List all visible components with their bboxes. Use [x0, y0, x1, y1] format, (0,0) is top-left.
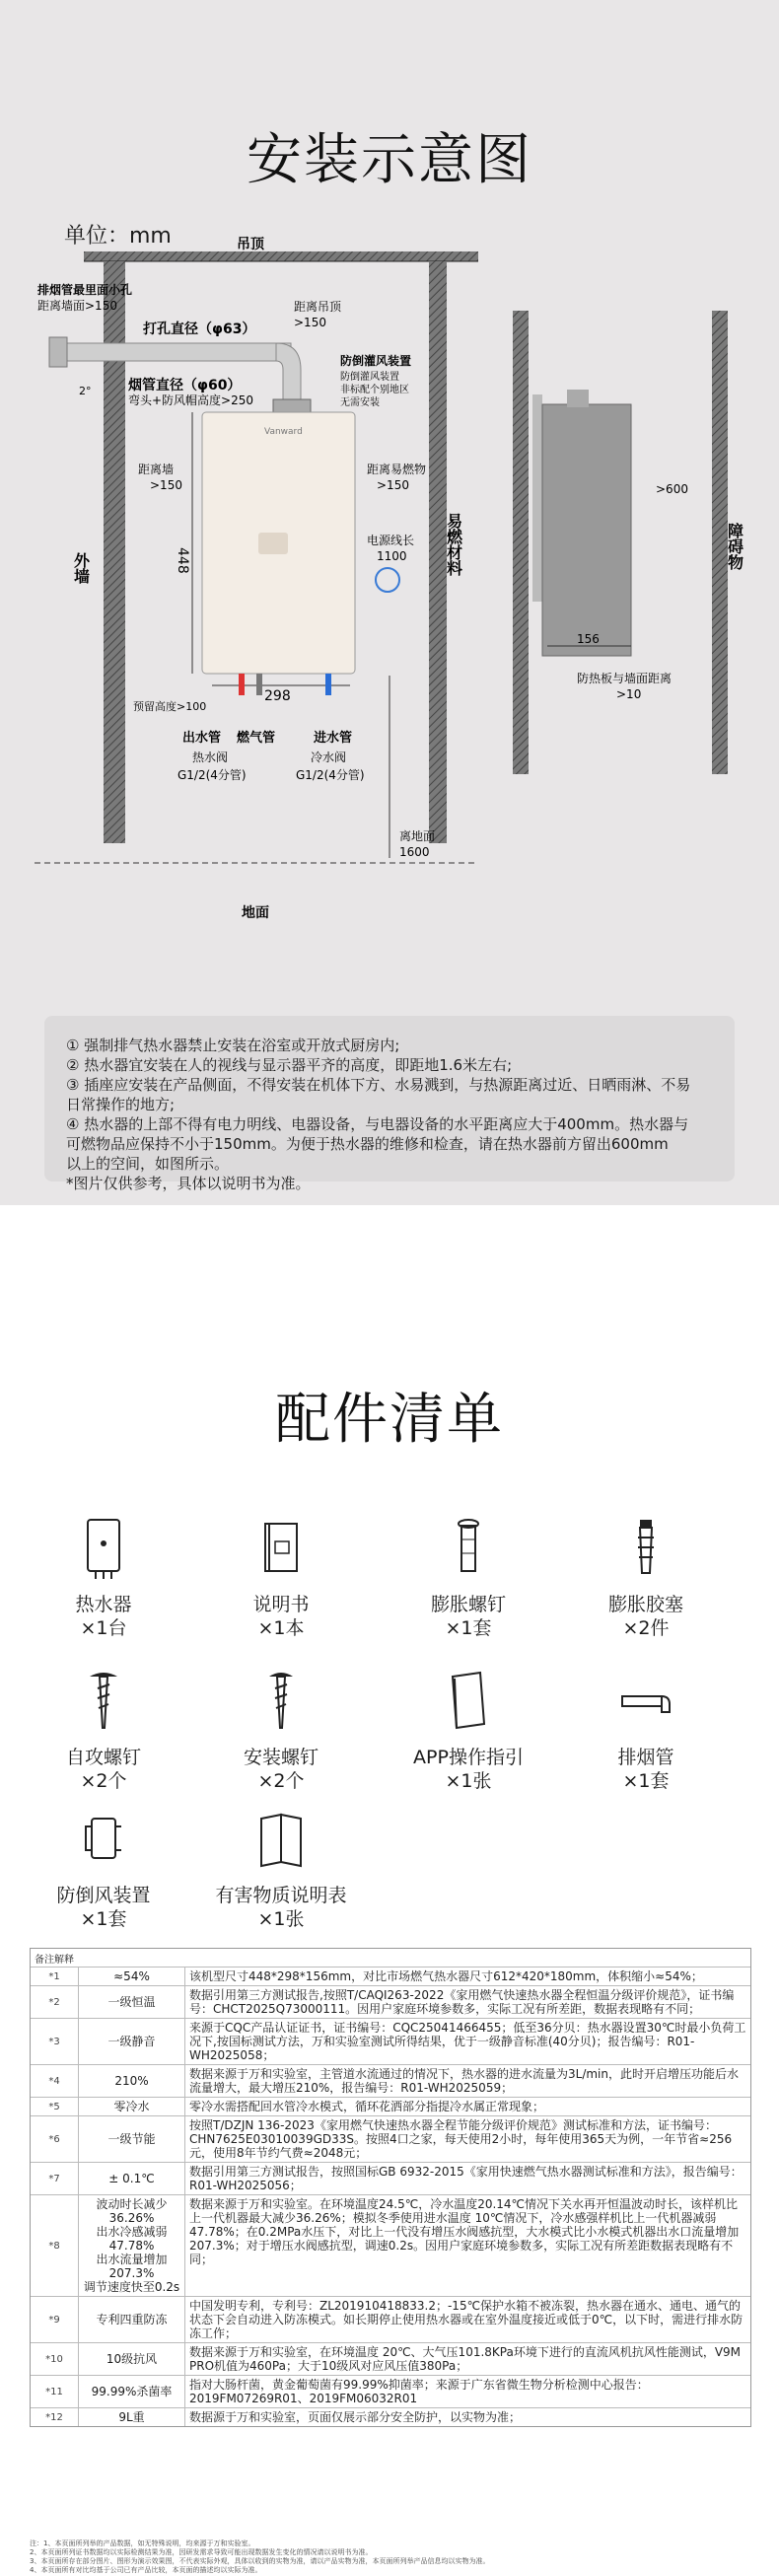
spec-row-number: *9 — [31, 2297, 79, 2342]
install-diagram — [0, 227, 779, 976]
footnote-line: 3、本页面所存在部分图片、图形为演示效果图，不代表实际外观，具体以收到的实物为准，请以产品实物为准，本页面所列举产品信息均以实物为准。 — [30, 2557, 490, 2565]
flammable-label: 易燃材料 — [444, 513, 463, 576]
spec-row-value: ± 0.1℃ — [79, 2163, 185, 2194]
spec-row-value: 10级抗风 — [79, 2343, 185, 2375]
accessory-name: 排烟管 — [617, 1747, 674, 1768]
expansion-plug-icon — [618, 1514, 673, 1583]
accessory-qty: ×1张 — [257, 1908, 305, 1930]
spec-row — [31, 2376, 750, 2408]
wind-device-sub1: 防倒灌风装置 — [340, 372, 399, 383]
accessory-name: 自攻螺钉 — [65, 1747, 141, 1768]
spec-row-description: 数据源于万和实验室，页面仅展示部分安全防护，以实物为准； — [189, 2410, 522, 2424]
footnotes — [30, 2540, 749, 2575]
spec-row-description: 中国发明专利，专利号：ZL201910418833.2；-15℃保护水箱不被冻裂，热水器在通水、通电、通气的状态下会自动进入防冻模式。如长期停止使用热水器或在室外温度接近或低于0℃，以下时，需进行排水防冻工作； — [189, 2299, 744, 2340]
spec-row-description: 按照T/DZJN 136-2023《家用燃气快速热水器全程节能分级评价规范》测试标准和方法，证书编号：CHN7625E03010039GD33S。按照4口之家，每天使用2小时，每年使用365天为例，一年节省≈256元，使用8年节约气费≈2048元； — [189, 2118, 733, 2160]
app-guide-icon — [441, 1667, 496, 1736]
accessory-name: 膨胀胶塞 — [607, 1594, 683, 1615]
accessories-title: 配件清单 — [275, 1388, 504, 1452]
ceiling-bar — [84, 251, 478, 261]
spec-row — [31, 2195, 750, 2297]
spec-row — [31, 2408, 750, 2426]
reserve-label: 预留高度>100 — [133, 700, 207, 713]
spec-row-description: 数据引用第三方测试报告，按照国标GB 6932-2015《家用快速燃气热水器测试标准和方法》，报告编号：R01-WH2025056； — [189, 2165, 743, 2192]
note-line: ② 热水器宜安装在人的视线与显示器平齐的高度，即距地1.6米左右; — [66, 1056, 513, 1074]
install-title: 安装示意图 — [247, 128, 532, 192]
install-section — [0, 0, 779, 1205]
spec-table — [30, 1948, 751, 2427]
spec-row-description: 数据来源于万和实验室，在环境温度 20℃、大气压101.8KPa环境下进行的直流风机抗风性能测试，V9M PRO机值为460Pa；大于10级风对应风压值380Pa； — [189, 2345, 742, 2373]
obstacle-label: 障碍物 — [725, 523, 744, 570]
inlet-label: 进水管 — [314, 731, 353, 746]
spec-row — [31, 2297, 750, 2343]
cable-label: 电源线长 — [367, 534, 415, 547]
ceiling-dist-value: >150 — [294, 316, 326, 329]
gas-label: 燃气管 — [237, 731, 276, 746]
spec-row-value: 零冷水 — [79, 2098, 185, 2115]
note-line: 以上的空间，如图所示。 — [66, 1155, 230, 1173]
wall-dist-label: 距离墙 — [138, 463, 175, 476]
spec-row-number: *10 — [31, 2343, 79, 2375]
accessory-qty: ×2个 — [257, 1770, 305, 1792]
spec-row — [31, 2019, 750, 2065]
wind-device-sub3: 无需安装 — [340, 397, 380, 408]
width-298: 298 — [264, 688, 291, 704]
footnote-line: 4、本页面所有对比均基于公司已有产品比较，本页面的描述均以实际为准。 — [30, 2566, 262, 2574]
spec-row-number: *2 — [31, 1986, 79, 2018]
flammable-dist-label: 距离易燃物 — [367, 463, 427, 476]
spec-row — [31, 2116, 750, 2163]
depth-156: 156 — [577, 632, 600, 646]
accessory-name: 防倒风装置 — [56, 1885, 151, 1906]
floor-dist-value: 1600 — [399, 845, 430, 859]
spec-row-number: *5 — [31, 2098, 79, 2115]
spec-row-value: 一级静音 — [79, 2019, 185, 2064]
accessory-item — [207, 1805, 355, 1931]
note-line: ③ 插座应安装在产品侧面，不得安装在机体下方、水易溅到，与热源距离过近、日晒雨淋、不易 — [66, 1076, 691, 1094]
spec-row-number: *12 — [31, 2408, 79, 2426]
spec-row-number: *3 — [31, 2019, 79, 2064]
spec-row — [31, 2343, 750, 2376]
spec-row-number: *11 — [31, 2376, 79, 2407]
tapping-screw-icon — [76, 1667, 131, 1736]
spec-row-description: 指对大肠杆菌，黄金葡萄菌有99.99%抑菌率；来源于广东省微生物分析检测中心报告：2019FM07269R01、2019FM06032R01 — [189, 2378, 649, 2405]
hot-valve-label: 热水阀 — [192, 751, 229, 764]
spec-row-number: *6 — [31, 2116, 79, 2162]
cold-valve-label: 冷水阀 — [311, 751, 347, 764]
front-dist-label: >600 — [656, 482, 688, 496]
spec-row-number: *7 — [31, 2163, 79, 2194]
accessory-qty: ×1套 — [80, 1908, 127, 1930]
accessory-item — [30, 1514, 177, 1640]
spec-row-description: 来源于CQC产品认证证书，证书编号：CQC25041466455；低至36分贝：热水器设置30℃时最小负荷工况下,按国标测试方法，万和实验室测试所得结果，优于一级静音标准(40分贝)；报告编号：R01-WH2025058； — [189, 2021, 746, 2062]
accessory-qty: ×1台 — [80, 1617, 127, 1639]
spec-row — [31, 2098, 750, 2116]
spec-row-description: 数据来源于万和实验室。在环境温度24.5℃，冷水温度20.14℃情况下关水再开恒温波动时长，该样机比上一代机器最大减少36.26%；模拟冬季使用进水温度 10℃情况下，冷水感强样机比上一代机器减弱47.78%；在0.2MPa水压下，对比上一代没有增压水阀感抗型，大水模式比小水模式机器出水口流量增加207.3%；对于增压水阀感抗型，调速0.2s。因用户家庭环境参数多，实际工况有所差距数据表现略有不同； — [189, 2197, 740, 2266]
accessory-item — [207, 1667, 355, 1793]
outer-wall-label: 外墙 — [71, 552, 91, 584]
drill-label: 打孔直径（φ63） — [143, 322, 256, 337]
heater-side — [542, 404, 631, 656]
accessory-qty: ×1张 — [445, 1770, 492, 1792]
note-line: ④ 热水器的上部不得有电力明线、电器设备，与电器设备的水平距离应大于400mm。热水器与 — [66, 1115, 689, 1133]
exhaust-pipe — [49, 343, 291, 361]
spec-row-description: 数据来源于万和实验室，主管道水流通过的情况下，热水器的进水流量为3L/min，此时开启增压功能后水流量增大，最大增压210%，报告编号：R01-WH2025059； — [189, 2067, 739, 2095]
wind-device-sub2: 非标配个别地区 — [340, 385, 409, 395]
ceiling-label: 吊顶 — [237, 237, 264, 252]
height-448: 448 — [175, 547, 190, 574]
spec-row-value: ≈54% — [79, 1968, 185, 1985]
install-notes — [44, 1016, 735, 1192]
flue-label: 烟管直径（φ60） — [128, 378, 242, 394]
outlet-socket — [376, 568, 399, 592]
floor-label: 地面 — [242, 905, 269, 921]
accessory-item — [30, 1667, 177, 1793]
footnote-line: 注：1、本页面所列举的产品数据，如无特殊说明，均来源于万和实验室。 — [30, 2540, 255, 2547]
accessory-name: 说明书 — [252, 1594, 310, 1615]
accessory-item — [394, 1514, 542, 1640]
accessory-item — [30, 1805, 177, 1931]
accessory-qty: ×1套 — [445, 1617, 492, 1639]
outlet-label: 出水管 — [182, 731, 222, 746]
exhaust-dist-label: 距离墙面>150 — [37, 299, 117, 313]
side-wall — [513, 311, 529, 774]
spec-row-value: 9L重 — [79, 2408, 185, 2426]
spec-row-value: 99.99%杀菌率 — [79, 2376, 185, 2407]
spec-row-description: 该机型尺寸448*298*156mm，对比市场燃气热水器尺寸612*420*180mm，体积缩小≈54%； — [189, 1969, 703, 1983]
wind-device-label: 防倒灌风装置 — [340, 354, 412, 368]
flue-sub-label: 弯头+防风帽高度>250 — [128, 394, 254, 407]
heat-board-label: 防热板与墙面距离 — [577, 672, 673, 685]
accessory-item — [207, 1514, 355, 1640]
manual-book-icon — [253, 1514, 309, 1583]
spec-row-description: 零冷水需搭配回水管冷水模式，循环花洒部分指提冷水属正常现象； — [189, 2100, 545, 2113]
accessory-item — [394, 1667, 542, 1793]
footnote-line: 2、本页面所列证书数据均以实际检测结果为准，因研发需求导致可能出现数据发生变化的情况请以说明书为准。 — [30, 2548, 373, 2556]
accessory-qty: ×2个 — [80, 1770, 127, 1792]
unit-label: 单位：mm — [64, 224, 172, 249]
hazard-sheet-icon — [253, 1805, 309, 1874]
spec-row-value: 波动时长减少36.26% 出水冷感减弱47.78% 出水流量增加207.3% 调节速度快至0.2s — [79, 2195, 185, 2296]
accessory-qty: ×2件 — [622, 1617, 670, 1639]
heater-brand: Vanward — [264, 427, 303, 437]
accessory-name: 热水器 — [75, 1594, 132, 1615]
accessory-name: 有害物质说明表 — [215, 1885, 347, 1906]
spec-row — [31, 1968, 750, 1986]
angle-label: 2° — [79, 385, 92, 397]
note-line: 日常操作的地方; — [66, 1096, 176, 1113]
spec-table-rows — [31, 1968, 750, 2426]
accessory-item — [572, 1667, 720, 1793]
accessory-name: APP操作指引 — [413, 1747, 524, 1768]
spec-row — [31, 2065, 750, 2098]
exhaust-hole-label: 排烟管最里面小孔 — [37, 283, 133, 297]
wall-dist-value: >150 — [150, 478, 182, 492]
accessory-item — [572, 1514, 720, 1640]
install-screw-icon — [253, 1667, 309, 1736]
water-heater-icon — [76, 1514, 131, 1583]
spec-row-description: 数据引用第三方测试报告,按照T/CAQI263-2022《家用燃气快速热水器全程恒温分级评价规范》，证书编号：CHCT2025Q73000111。因用户家庭环境参数多，实际工况有所差距，数据表现略有不同； — [189, 1988, 735, 2016]
cable-value: 1100 — [377, 549, 407, 563]
wind-guard-icon — [76, 1805, 131, 1874]
accessory-name: 安装螺钉 — [243, 1747, 319, 1768]
expansion-screw-icon — [441, 1514, 496, 1583]
exhaust-pipe-icon — [618, 1667, 673, 1736]
spec-row-value: 一级节能 — [79, 2116, 185, 2162]
spec-row-value: 一级恒温 — [79, 1986, 185, 2018]
accessory-name: 膨胀螺钉 — [430, 1594, 506, 1615]
cold-size-label: G1/2(4分管) — [296, 768, 365, 782]
heat-board-value: >10 — [616, 687, 642, 701]
accessory-qty: ×1套 — [622, 1770, 670, 1792]
spec-row-value: 210% — [79, 2065, 185, 2097]
note-line: 可燃物品应保持不小于150mm。为便于热水器的维修和检查，请在热水器前方留出600mm — [66, 1135, 669, 1153]
spec-table-header: 备注解释 — [31, 1949, 750, 1968]
flammable-dist-value: >150 — [377, 478, 409, 492]
spec-row-number: *1 — [31, 1968, 79, 1985]
spec-row-number: *4 — [31, 2065, 79, 2097]
ceiling-dist-label: 距离吊顶 — [294, 300, 342, 314]
note-line: *图片仅供参考，具体以说明书为准。 — [66, 1175, 311, 1192]
spec-row-value: 专利四重防冻 — [79, 2297, 185, 2342]
spec-row-number: *8 — [31, 2195, 79, 2296]
spec-row — [31, 2163, 750, 2195]
hot-size-label: G1/2(4分管) — [177, 768, 247, 782]
note-line: ① 强制排气热水器禁止安装在浴室或开放式厨房内; — [66, 1037, 400, 1054]
accessory-qty: ×1本 — [257, 1617, 305, 1639]
spec-row — [31, 1986, 750, 2019]
floor-dist-label: 离地面 — [399, 829, 436, 843]
